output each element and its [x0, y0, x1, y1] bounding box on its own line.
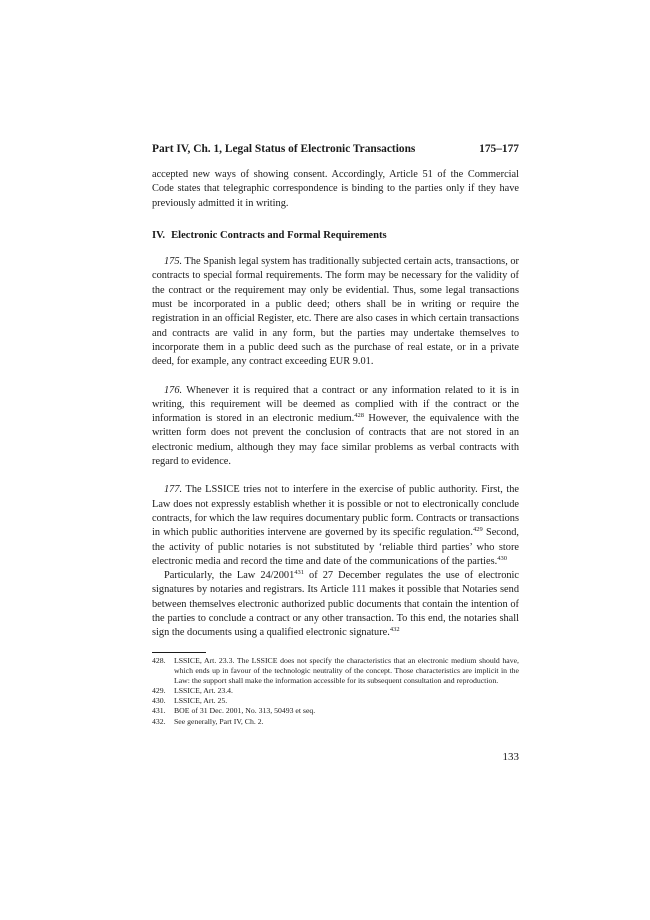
paragraph-number: 177.	[164, 484, 183, 496]
main-text	[152, 168, 519, 641]
section-heading	[152, 229, 519, 243]
footnote-text: LSSICE, Art. 23.4.	[174, 686, 233, 696]
footnote-text: BOE of 31 Dec. 2001, No. 313, 50493 et seq.	[174, 706, 316, 716]
paragraph-177-continued	[152, 569, 519, 640]
footnote-ref[interactable]: 429	[473, 526, 483, 534]
section-title: Electronic Contracts and Formal Requirements	[171, 229, 387, 241]
paragraph-number: 176.	[164, 384, 183, 396]
page-number: 133	[502, 751, 519, 763]
footnote-text: See generally, Part IV, Ch. 2.	[174, 716, 264, 726]
footnote	[152, 656, 519, 686]
footnote	[152, 696, 519, 706]
paragraph-number: 175.	[164, 256, 183, 268]
running-header-title: Part IV, Ch. 1, Legal Status of Electronic Transactions	[152, 143, 416, 155]
footnote	[152, 686, 519, 696]
paragraph-176	[152, 384, 519, 470]
paragraph-text: Whenever it is required that a contract or any information related to it is in writing, this requirement will be deemed as complied with if the contract or the information is stored in an electronic medium.	[152, 384, 519, 425]
paragraph-177	[152, 483, 519, 569]
section-number: IV.	[152, 229, 166, 241]
footnotes	[152, 656, 519, 727]
footnote-text: LSSICE, Art. 25.	[174, 696, 228, 706]
running-header-paragraph-range: 175–177	[479, 143, 519, 155]
running-header	[152, 143, 519, 159]
footnote	[152, 717, 519, 727]
footnote-ref[interactable]: 428	[354, 412, 365, 420]
paragraph-175	[152, 255, 519, 369]
paragraph-text: Second, the activity of public notaries is not substituted by ‘reliable third parties’ who store electronic media and record the time and date of the communications of the parties.	[152, 527, 519, 567]
paragraph-text: Particularly, the Law 24/2001	[164, 570, 295, 582]
paragraph-text: of 27 December regulates the use of electronic signatures by notaries and registrars. Its Article 111 makes it possible that Notaries send between themselves electronic authorized public documents that contain the intention of the parties to conclude a contract or any other transaction. To this end, the notaries shall sign the documents using a qualified electronic signature.	[152, 570, 519, 639]
footnote-text: LSSICE, Art. 23.3. The LSSICE does not specify the characteristics that an electronic medium should have, which ends up in favour of the technologic neutrality of the concept. Those characteristics are implicit in the Law: the support shall make the information accessible for its subsequent consultation and reproduction.	[174, 656, 519, 686]
footnote-number: 429.	[152, 686, 166, 696]
footnote-ref[interactable]: 432	[389, 626, 400, 634]
footnote-number: 432.	[152, 716, 166, 726]
paragraph-text: The Spanish legal system has traditionally subjected certain acts, transactions, or contracts to special formal requirements. The form may be necessary for the validity of the contract or the requirement may only be evidential. Thus, some legal transactions must be incorporated in a public deed; others shall be in writing or require the registration in an official Register, etc. There are also cases in which certain transactions and contracts are valid in any form, but the parties may undertake themselves to incorporate them in a public deed such as the purchase of real estate, or in a private deed, for example, any contract exceeding EUR 9.01.	[152, 256, 519, 368]
footnote	[152, 706, 519, 716]
footnote-divider	[152, 652, 206, 653]
footnote-ref[interactable]: 431	[294, 569, 304, 577]
footnote-number: 428.	[152, 656, 166, 665]
footnote-number: 431.	[152, 706, 166, 716]
footnote-number: 430.	[152, 696, 166, 706]
paragraph-text: The LSSICE tries not to interfere in the exercise of public authority. First, the Law does not expressly establish whether it is possible or not to electronically conclude contracts, for which the law requires documentary public form. Contracts or transactions in which public authorities intervene are governed by its specific regulation.	[152, 484, 519, 539]
intro-paragraph: accepted new ways of showing consent. Accordingly, Article 51 of the Commercial Code states that telegraphic correspondence is binding to the parties only if they have previously admitted it in writing.	[152, 169, 519, 209]
paragraph-text: However, the equivalence with the written form does not prevent the conclusion of contracts that are not stored in an electronic medium, although they may face similar problems as verbal contracts with regard to evidence.	[152, 413, 519, 468]
footnote-ref[interactable]: 430	[497, 554, 507, 562]
